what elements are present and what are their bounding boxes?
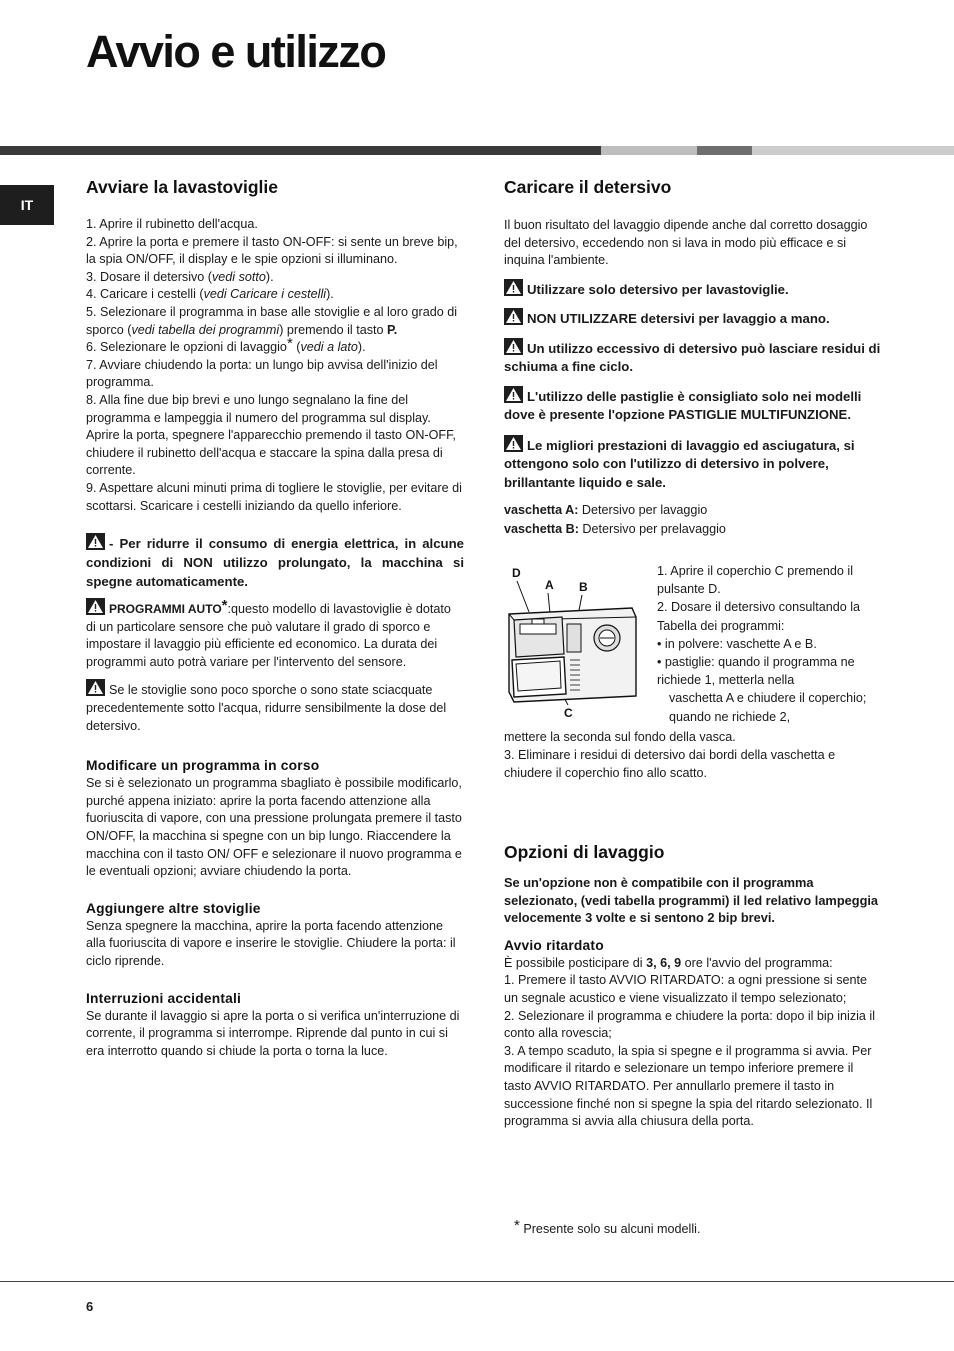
label-a: A xyxy=(545,578,554,592)
warning-icon xyxy=(86,533,105,550)
interrupt-text: Se durante il lavaggio si apre la porta o si verifica un'interruzione di corrente, il programma si interrompe. Riprende dal punto in cui si era interrotto quando si chiude la porta o torna la luce. xyxy=(86,1008,460,1058)
detergent-warning-5: Le migliori prestazioni di lavaggio ed asciugatura, si ottengono solo con l'utilizzo di detersivo in polvere, brillantante liquido e sale. xyxy=(504,435,882,493)
step-6: 6. Selezionare le opzioni di lavaggio* (vedi a lato). xyxy=(86,335,366,355)
start-steps xyxy=(86,216,464,515)
step-7: 7. Avviare chiudendo la porta: un lungo bip avvisa dell'inizio del programma. xyxy=(86,357,438,390)
delay-step-1: 1. Premere il tasto AVVIO RITARDATO: a ogni pressione si sente un segnale acustico e viene visualizzato il tempo selezionato; xyxy=(504,973,868,1005)
header-bar-dark xyxy=(0,146,601,155)
options-intro: Se un'opzione non è compatibile con il programma selezionato, (vedi tabella programmi) il led relativo lampeggia velocemente 3 volte e si sentono 2 bip brevi. xyxy=(504,875,879,926)
detergent-intro: Il buon risultato del lavaggio dipende anche dal corretto dosaggio del detersivo, eccedendo non si lava in modo più efficace e si inquina l'ambiente. xyxy=(504,218,868,268)
add-heading: Aggiungere altre stoviglie xyxy=(86,900,261,916)
warning-icon xyxy=(504,435,523,452)
language-tab: IT xyxy=(0,185,54,225)
label-d: D xyxy=(512,566,521,580)
delay-step-3: 3. A tempo scaduto, la spia si spegne e il programma si avvia. Per modificare il ritardo e selezionare un tempo inferiore premere il tasto AVVIO RITARDATO. Per annullarlo premere il tasto in successione finché non si spegne la spia del ritardo selezionato. Il programma si avvia alla chiusura della porta. xyxy=(504,1043,873,1129)
warning-icon xyxy=(504,279,523,296)
dispenser-step-powder: • in polvere: vaschette A e B. xyxy=(657,636,817,651)
header-bar-mid2 xyxy=(697,146,752,155)
vaschetta-a: vaschetta A: Detersivo per lavaggio xyxy=(504,503,708,518)
dispenser-step-2: 2. Dosare il detersivo consultando la Tabella dei programmi: xyxy=(657,600,861,633)
footnote: * Presente solo su alcuni modelli. xyxy=(514,1217,701,1236)
left-column xyxy=(86,176,464,1060)
header-bar-light xyxy=(752,146,954,155)
label-c: C xyxy=(564,706,573,720)
dispenser-instructions-cont xyxy=(504,728,882,783)
right-column xyxy=(504,176,882,539)
step-5: 5. Selezionare il programma in base alle stoviglie e al loro grado di sporco (vedi tabella dei programmi) premendo il tasto P. xyxy=(86,304,458,337)
detergent-warning-3: Un utilizzo eccessivo di detersivo può lasciare residui di schiuma a fine ciclo. xyxy=(504,338,882,377)
warning-icon xyxy=(504,338,523,355)
warning-icon xyxy=(86,598,105,615)
step-2: 2. Aprire la porta e premere il tasto ON-OFF: si sente un breve bip, la spia ON/OFF, il display e le spie opzioni si illuminano. xyxy=(86,234,458,267)
step-8: 8. Alla fine due bip brevi e uno lungo segnalano la fine del programma e lampeggia il numero del programma sul display. Aprire la porta, spegnere l'apparecchio premendo il tasto ON-OFF, chiudere il rubinetto dell'acqua e staccare la spina dalla presa di corrente. xyxy=(86,392,456,478)
delay-step-2: 2. Selezionare il programma e chiudere la porta: dopo il bip inizia il conto alla rovescia; xyxy=(504,1008,876,1041)
interrupt-heading: Interruzioni accidentali xyxy=(86,990,242,1006)
dispenser-step-second: mettere la seconda sul fondo della vasca. xyxy=(504,730,736,744)
step-3: 3. Dosare il detersivo (vedi sotto). xyxy=(86,269,274,284)
modify-text: Se si è selezionato un programma sbagliato è possibile modificarlo, purché appena iniziato: aprire la porta facendo attenzione alla fuoriuscita di vapore, con una pressione prolungata premere il tasto ON/OFF, la macchina si spegne con un bip lungo. Riaccendere la macchina con il tasto ON/ OFF e selezionare il nuovo programma e le eventuali opzioni; avviare chiudendo la porta. xyxy=(86,776,462,879)
step-1: 1. Aprire il rubinetto dell'acqua. xyxy=(86,217,258,231)
page-number: 6 xyxy=(86,1299,94,1314)
dispenser-step-3: 3. Eliminare i residui di detersivo dai bordi della vaschetta e chiudere il coperchio fino allo scatto. xyxy=(504,748,836,781)
section-heading-detergent: Caricare il detersivo xyxy=(504,177,672,197)
detergent-warning-4: L'utilizzo delle pastiglie è consigliato solo nei modelli dove è presente l'opzione PASTIGLIE MULTIFUNZIONE. xyxy=(504,386,882,425)
light-dirt-note: Se le stoviglie sono poco sporche o sono state sciacquate precedentemente sotto l'acqua, ridurre sensibilmente la dose del detersivo. xyxy=(86,679,464,735)
warning-icon xyxy=(86,679,105,696)
detergent-warning-1: Utilizzare solo detersivo per lavastoviglie. xyxy=(504,279,882,300)
page-title: Avvio e utilizzo xyxy=(86,26,386,77)
dispenser-illustration xyxy=(504,562,644,722)
add-text: Senza spegnere la macchina, aprire la porta facendo attenzione alla fuoriuscita di vapore e inserire le stoviglie. Chiudere la porta: il ciclo riprende. xyxy=(86,918,456,968)
header-bar-mid xyxy=(601,146,697,155)
step-4: 4. Caricare i cestelli (vedi Caricare i cestelli). xyxy=(86,287,334,302)
energy-warning: - Per ridurre il consumo di energia elettrica, in alcune condizioni di NON utilizzo prolungato, la macchina si spegne automaticamente. xyxy=(86,533,464,591)
warning-icon xyxy=(504,386,523,403)
dispenser-step-tablets-cont: vaschetta A e chiudere il coperchio; quando ne richiede 2, xyxy=(669,691,867,724)
dispenser-instructions xyxy=(657,562,882,726)
delay-intro: È possibile posticipare di 3, 6, 9 ore l'avvio del programma: xyxy=(504,955,833,970)
warning-icon xyxy=(504,308,523,325)
dispenser-step-1: 1. Aprire il coperchio C premendo il pulsante D. xyxy=(657,564,853,597)
modify-heading: Modificare un programma in corso xyxy=(86,758,320,774)
detergent-dispenser-diagram xyxy=(504,562,644,722)
step-9: 9. Aspettare alcuni minuti prima di togliere le stoviglie, per evitare di scottarsi. Scaricare i cestelli iniziando da quello inferiore. xyxy=(86,480,462,513)
options-section xyxy=(504,841,882,1131)
footer-rule xyxy=(0,1281,954,1282)
auto-programs-note: PROGRAMMI AUTO*:questo modello di lavastoviglie è dotato di un particolare sensore che può valutare il grado di sporco e impostare il lavaggio più efficiente ed economico. La durata dei programmi auto potrà variare per l'intervento del sensore. xyxy=(86,597,451,669)
label-b: B xyxy=(579,580,588,594)
detergent-warning-2: NON UTILIZZARE detersivi per lavaggio a mano. xyxy=(504,308,882,329)
section-heading-options: Opzioni di lavaggio xyxy=(504,842,665,862)
delay-heading: Avvio ritardato xyxy=(504,937,604,953)
section-heading-start: Avviare la lavastoviglie xyxy=(86,177,278,197)
dispenser-step-tablets: • pastiglie: quando il programma ne richiede 1, metterla nella xyxy=(657,655,855,688)
vaschetta-b: vaschetta B: Detersivo per prelavaggio xyxy=(504,522,726,537)
